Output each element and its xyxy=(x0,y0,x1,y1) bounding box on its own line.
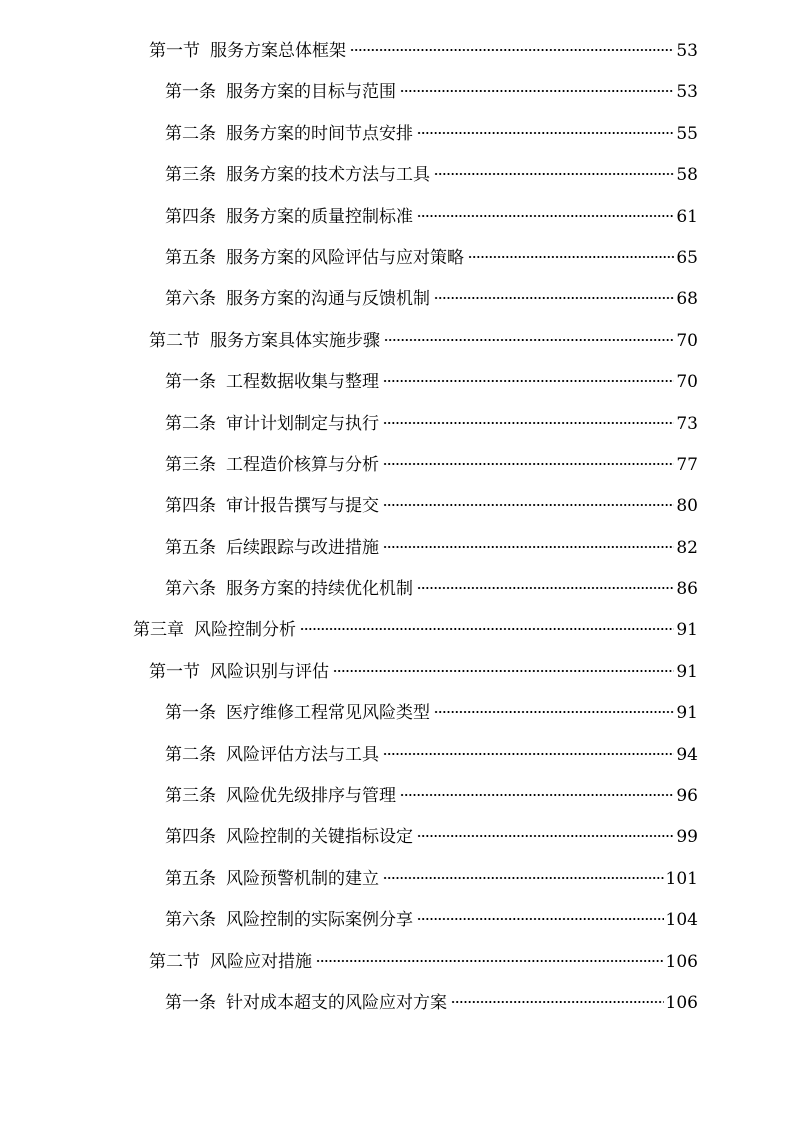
toc-entry[interactable] xyxy=(0,818,793,859)
toc-entry[interactable] xyxy=(0,322,793,363)
toc-dot-leader xyxy=(383,462,674,466)
toc-entry-row xyxy=(165,991,698,1015)
toc-entry[interactable] xyxy=(0,694,793,735)
toc-entry-title: 风险控制分析 xyxy=(194,620,296,641)
toc-entry-title: 针对成本超支的风险应对方案 xyxy=(226,992,447,1013)
toc-entry[interactable] xyxy=(0,777,793,818)
toc-entry-row xyxy=(165,246,698,270)
toc-entry-number: 第三章 xyxy=(133,620,184,641)
toc-dot-leader xyxy=(417,586,674,590)
toc-entry-number: 第五条 xyxy=(165,247,216,268)
toc-dot-leader xyxy=(383,503,674,507)
toc-entry-title: 服务方案的时间节点安排 xyxy=(226,123,413,144)
toc-entry-title: 风险优先级排序与管理 xyxy=(226,786,396,807)
toc-dot-leader xyxy=(383,379,674,383)
toc-entry[interactable] xyxy=(0,487,793,528)
toc-entry-page-number: 65 xyxy=(676,247,698,268)
toc-dot-leader xyxy=(451,1000,664,1004)
toc-entry-row xyxy=(165,908,698,932)
toc-entry-title: 风险控制的关键指标设定 xyxy=(226,827,413,848)
toc-entry-title: 服务方案的持续优化机制 xyxy=(226,579,413,600)
toc-entry-title: 服务方案的质量控制标准 xyxy=(226,206,413,227)
toc-entry[interactable] xyxy=(0,860,793,901)
toc-entry[interactable] xyxy=(0,32,793,73)
toc-entry-page-number: 53 xyxy=(676,82,698,103)
toc-entry[interactable] xyxy=(0,156,793,197)
toc-entry-row xyxy=(165,784,698,808)
toc-entry-page-number: 58 xyxy=(676,165,698,186)
toc-entry-number: 第一条 xyxy=(165,82,216,103)
toc-dot-leader xyxy=(417,214,674,218)
toc-entry-page-number: 96 xyxy=(676,786,698,807)
toc-entry[interactable] xyxy=(0,198,793,239)
toc-entry-title: 服务方案的沟通与反馈机制 xyxy=(226,289,430,310)
toc-dot-leader xyxy=(333,669,674,673)
toc-entry-title: 审计报告撰写与提交 xyxy=(226,496,379,517)
toc-entry[interactable] xyxy=(0,611,793,652)
toc-entry-page-number: 53 xyxy=(676,41,698,61)
toc-entry-title: 服务方案总体框架 xyxy=(210,41,346,61)
toc-entry-title: 医疗维修工程常见风险类型 xyxy=(226,703,430,724)
toc-dot-leader xyxy=(400,793,674,797)
toc-entry-title: 风险控制的实际案例分享 xyxy=(226,910,413,931)
toc-entry-number: 第五条 xyxy=(165,537,216,558)
toc-entry-number: 第六条 xyxy=(165,289,216,310)
toc-entry-title: 风险应对措施 xyxy=(210,951,312,972)
toc-entry-row xyxy=(165,412,698,436)
toc-entry-title: 审计计划制定与执行 xyxy=(226,413,379,434)
toc-entry[interactable] xyxy=(0,239,793,280)
toc-entry-title: 工程数据收集与整理 xyxy=(226,372,379,393)
toc-dot-leader xyxy=(417,834,674,838)
toc-entry-page-number: 80 xyxy=(676,496,698,517)
toc-entry-page-number: 94 xyxy=(676,744,698,765)
table-of-contents xyxy=(0,32,793,1025)
toc-dot-leader xyxy=(383,876,664,880)
toc-entry[interactable] xyxy=(0,570,793,611)
toc-entry-page-number: 99 xyxy=(676,827,698,848)
toc-entry[interactable] xyxy=(0,405,793,446)
toc-entry-number: 第一节 xyxy=(149,41,200,61)
toc-entry-title: 服务方案具体实施步骤 xyxy=(210,330,380,351)
toc-entry-row xyxy=(149,39,698,63)
toc-entry[interactable] xyxy=(0,529,793,570)
toc-entry-row xyxy=(165,370,698,394)
toc-dot-leader xyxy=(300,627,674,631)
toc-entry-number: 第一节 xyxy=(149,661,200,682)
toc-entry-page-number: 82 xyxy=(676,537,698,558)
toc-entry[interactable] xyxy=(0,73,793,114)
toc-entry-number: 第六条 xyxy=(165,910,216,931)
toc-entry-row xyxy=(149,329,698,353)
toc-entry-number: 第六条 xyxy=(165,579,216,600)
toc-entry-title: 工程造价核算与分析 xyxy=(226,454,379,475)
toc-entry-page-number: 91 xyxy=(676,620,698,641)
toc-entry-row xyxy=(165,743,698,767)
toc-entry-page-number: 106 xyxy=(665,992,698,1013)
toc-entry-title: 风险评估方法与工具 xyxy=(226,744,379,765)
toc-entry-page-number: 91 xyxy=(676,703,698,724)
toc-entry-title: 服务方案的技术方法与工具 xyxy=(226,165,430,186)
toc-dot-leader xyxy=(383,752,674,756)
toc-dot-leader xyxy=(434,296,674,300)
toc-entry-page-number: 101 xyxy=(665,868,698,889)
toc-dot-leader xyxy=(350,48,674,52)
toc-entry-page-number: 77 xyxy=(676,454,698,475)
toc-entry-row xyxy=(165,287,698,311)
toc-entry-number: 第四条 xyxy=(165,827,216,848)
toc-entry-title: 风险识别与评估 xyxy=(210,661,329,682)
toc-entry[interactable] xyxy=(0,115,793,156)
toc-entry[interactable] xyxy=(0,446,793,487)
toc-entry-page-number: 86 xyxy=(676,579,698,600)
toc-dot-leader xyxy=(400,89,674,93)
toc-entry-number: 第一条 xyxy=(165,703,216,724)
toc-entry-row xyxy=(165,701,698,725)
toc-dot-leader xyxy=(417,917,664,921)
toc-entry[interactable] xyxy=(0,363,793,404)
toc-entry-number: 第四条 xyxy=(165,496,216,517)
toc-entry-page-number: 70 xyxy=(676,372,698,393)
toc-entry-page-number: 55 xyxy=(676,123,698,144)
toc-entry-number: 第一条 xyxy=(165,992,216,1013)
toc-entry-number: 第三条 xyxy=(165,786,216,807)
toc-entry-title: 服务方案的风险评估与应对策略 xyxy=(226,247,464,268)
toc-dot-leader xyxy=(417,131,674,135)
toc-dot-leader xyxy=(434,710,674,714)
toc-entry-row xyxy=(165,825,698,849)
toc-entry[interactable] xyxy=(0,901,793,942)
toc-entry-number: 第四条 xyxy=(165,206,216,227)
toc-entry-number: 第二条 xyxy=(165,413,216,434)
toc-entry-number: 第一条 xyxy=(165,372,216,393)
toc-entry-number: 第五条 xyxy=(165,868,216,889)
toc-entry-page-number: 70 xyxy=(676,330,698,351)
toc-entry-row xyxy=(149,950,698,974)
toc-entry-row xyxy=(165,80,698,104)
toc-dot-leader xyxy=(434,172,674,176)
toc-entry-row xyxy=(165,205,698,229)
toc-entry[interactable] xyxy=(0,943,793,984)
toc-entry-row xyxy=(165,536,698,560)
toc-entry-page-number: 68 xyxy=(676,289,698,310)
toc-entry-number: 第三条 xyxy=(165,165,216,186)
toc-entry-row xyxy=(165,453,698,477)
toc-entry-title: 后续跟踪与改进措施 xyxy=(226,537,379,558)
toc-entry-title: 风险预警机制的建立 xyxy=(226,868,379,889)
toc-entry-number: 第二节 xyxy=(149,951,200,972)
toc-entry-title: 服务方案的目标与范围 xyxy=(226,82,396,103)
toc-entry-page-number: 61 xyxy=(676,206,698,227)
toc-entry-number: 第二节 xyxy=(149,330,200,351)
toc-entry[interactable] xyxy=(0,736,793,777)
toc-entry-number: 第三条 xyxy=(165,454,216,475)
toc-entry-page-number: 106 xyxy=(665,951,698,972)
toc-entry-row xyxy=(165,867,698,891)
toc-entry-row xyxy=(165,577,698,601)
toc-entry[interactable] xyxy=(0,653,793,694)
toc-entry-page-number: 104 xyxy=(665,910,698,931)
toc-entry-row xyxy=(149,660,698,684)
toc-dot-leader xyxy=(316,959,664,963)
toc-dot-leader xyxy=(468,255,674,259)
toc-dot-leader xyxy=(383,545,674,549)
toc-entry-row xyxy=(165,122,698,146)
toc-entry-page-number: 73 xyxy=(676,413,698,434)
toc-dot-leader xyxy=(383,421,674,425)
toc-entry-row xyxy=(133,618,698,642)
toc-entry-number: 第二条 xyxy=(165,123,216,144)
toc-entry-row xyxy=(165,163,698,187)
toc-entry[interactable] xyxy=(0,280,793,321)
toc-entry-row xyxy=(165,494,698,518)
toc-entry-page-number: 91 xyxy=(676,661,698,682)
toc-dot-leader xyxy=(384,338,674,342)
toc-entry[interactable] xyxy=(0,984,793,1025)
toc-entry-number: 第二条 xyxy=(165,744,216,765)
